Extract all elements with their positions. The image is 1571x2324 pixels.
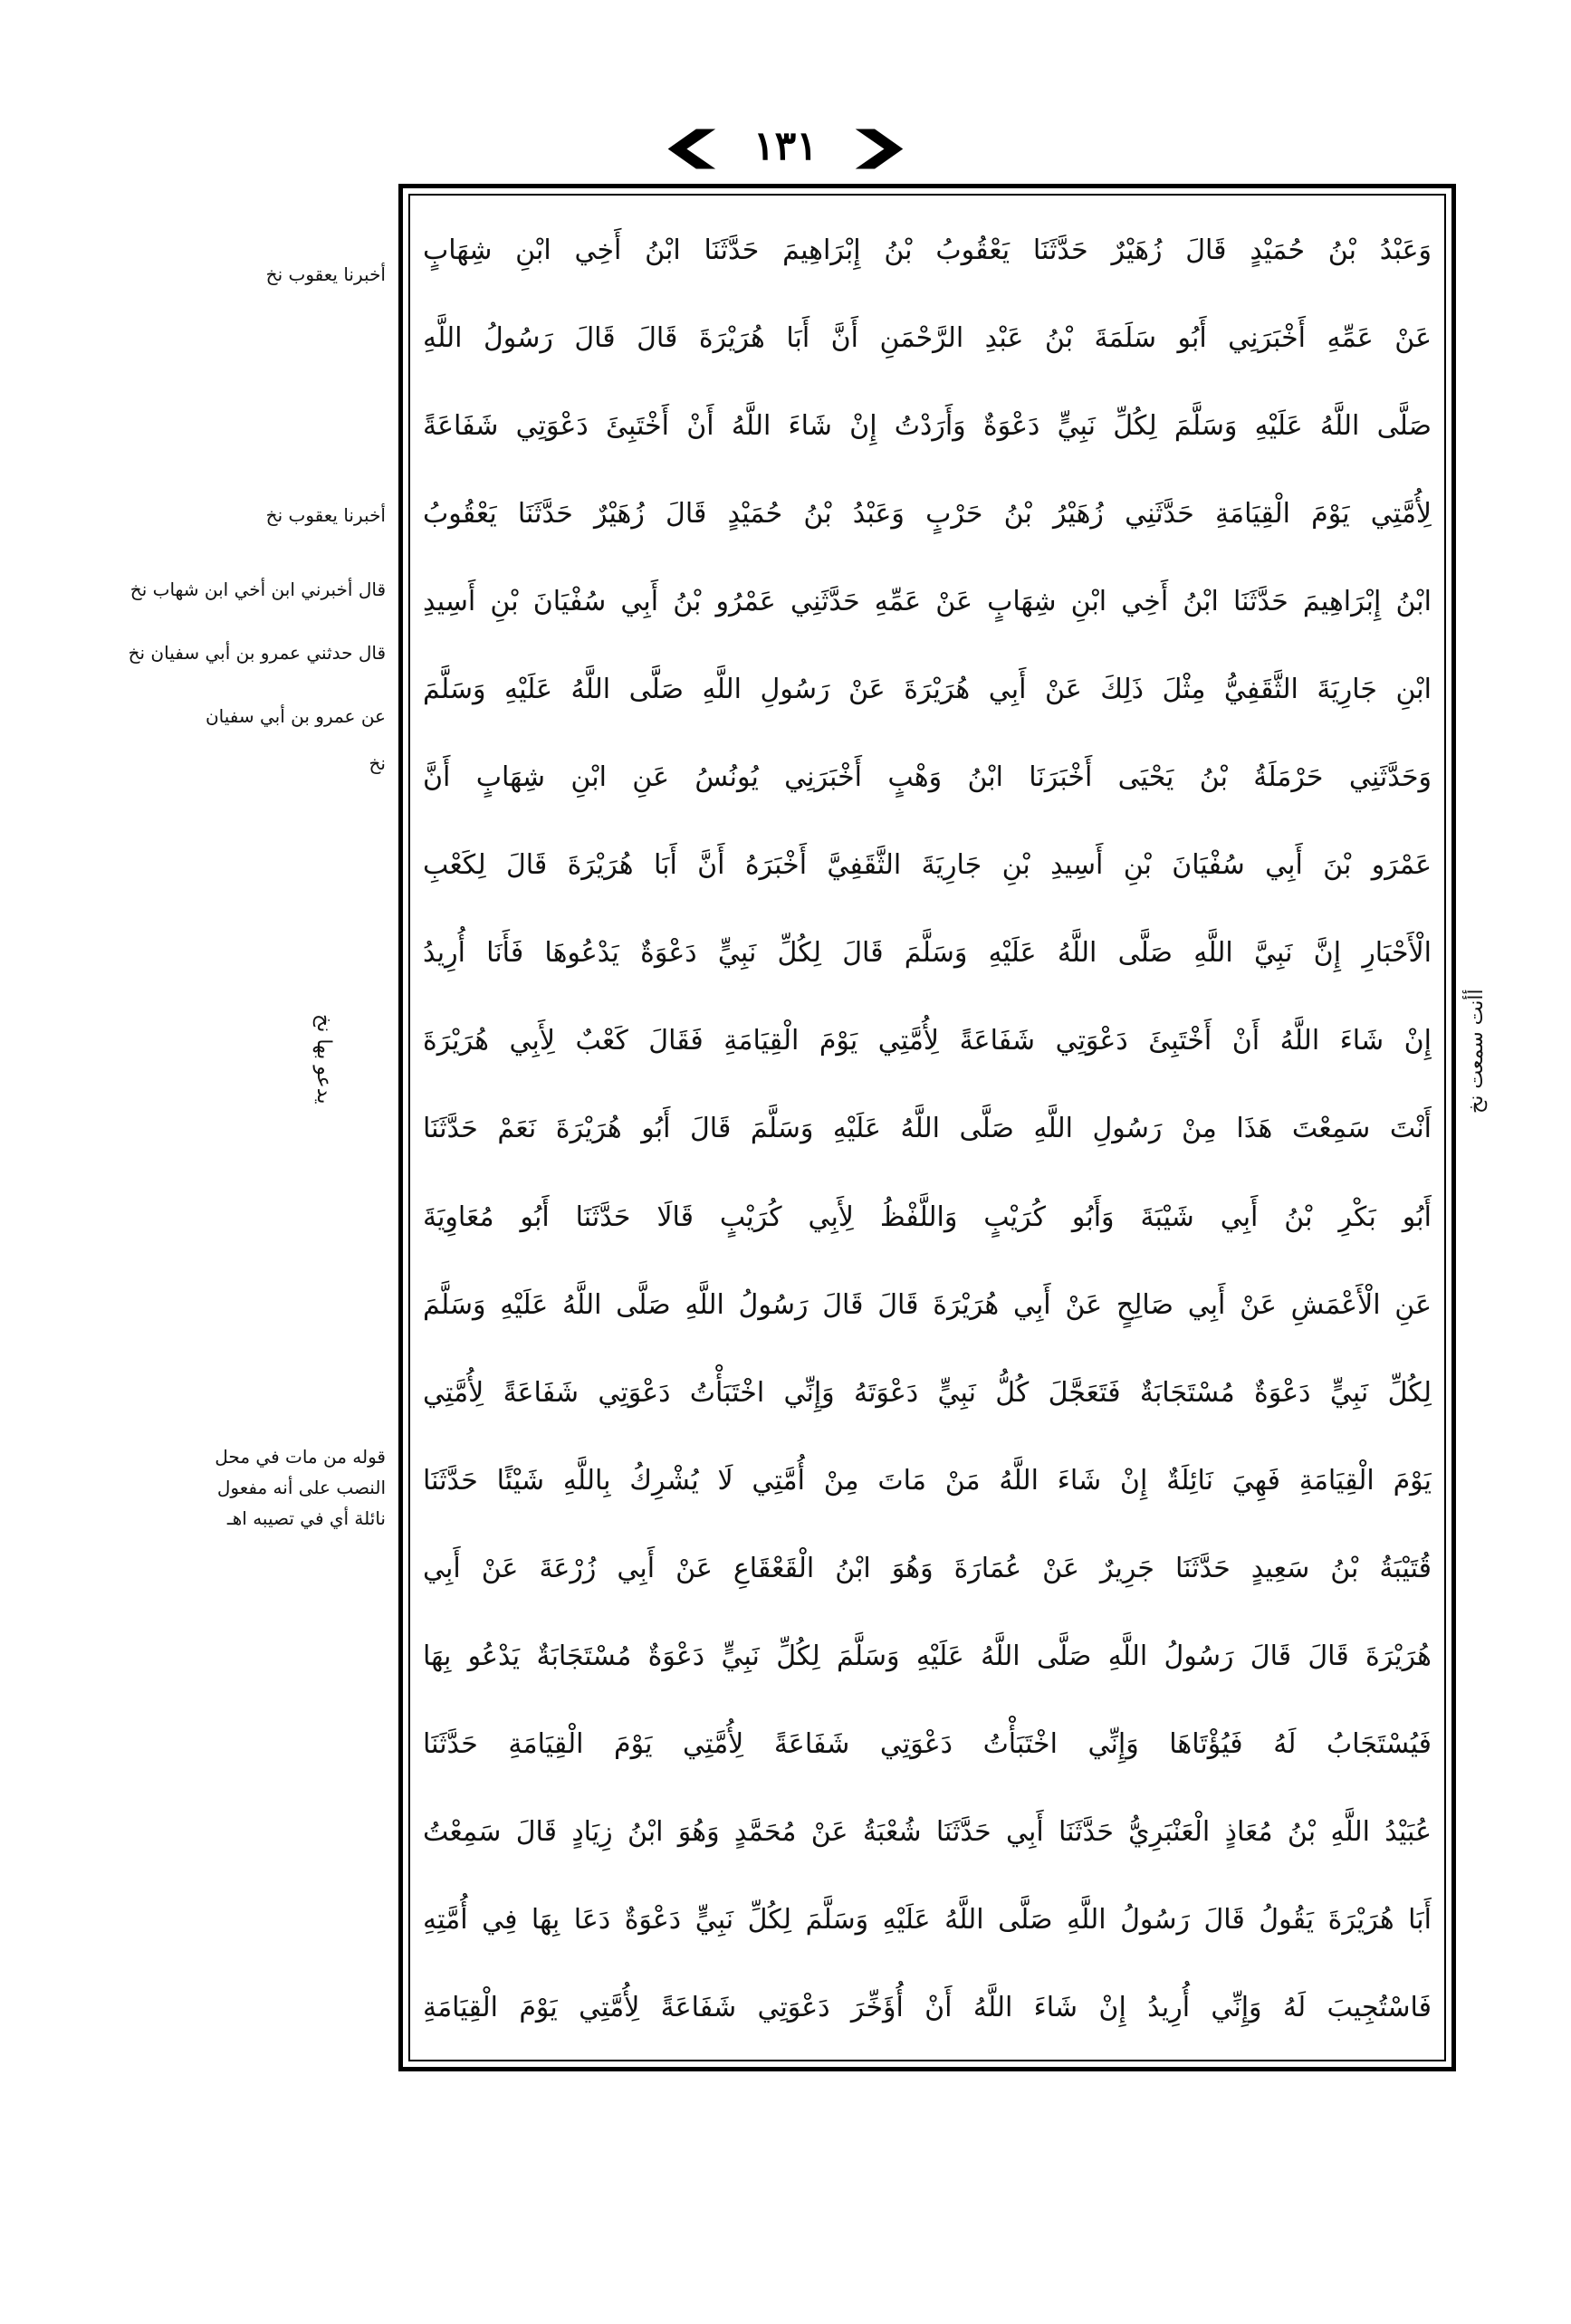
commentary-line: النصب على أنه مفعول [216,1477,386,1498]
text-line-21: فَاسْتُجِيبَ لَهُ وَإِنِّي أُرِيدُ إِنْ شَاءَ اللَّهُ أَنْ أُؤَخِّرَ دَعْوَتِي شَفَاعَةً لِأُمَّتِي يَوْمَ الْقِيَامَةِ [423,1991,1432,2023]
text-line-20: أَبَا هُرَيْرَةَ يَقُولُ قَالَ رَسُولُ اللَّهِ صَلَّى اللَّهُ عَلَيْهِ وَسَلَّمَ لِكُلِّ نَبِيٍّ دَعْوَةٌ دَعَا بِهَا فِي أُمَّتِهِ [423,1903,1432,1936]
margin-note-commentary [159,1441,386,1534]
text-line-3: صَلَّى اللَّهُ عَلَيْهِ وَسَلَّمَ لِكُلِّ نَبِيٍّ دَعْوَةٌ وَأَرَدْتُ إِنْ شَاءَ اللَّهُ أَنْ أَخْتَبِئَ دَعْوَتِي شَفَاعَةً [423,410,1432,443]
text-line-12: أَبُو بَكْرِ بْنُ أَبِي شَيْبَةَ وَأَبُو كُرَيْبٍ وَاللَّفْظُ لِأَبِي كُرَيْبٍ قَالَا حَدَّثَنَا أَبُو مُعَاوِيَةَ [423,1200,1432,1233]
text-line-14: لِكُلِّ نَبِيٍّ دَعْوَةٌ مُسْتَجَابَةٌ فَتَعَجَّلَ كُلُّ نَبِيٍّ دَعْوَتَهُ وَإِنِّي اخْتَبَأْتُ دَعْوَتِي شَفَاعَةً لِأُمَّتِي [423,1376,1432,1409]
margin-note: نخ [369,752,386,774]
commentary-line: نائلة أي في تصيبه اهـ [226,1507,386,1529]
page-number: ١٣١ [753,123,818,169]
margin-note: أخبرنا يعقوب نخ [265,504,386,526]
main-text-frame [398,184,1456,2071]
text-line-2: عَنْ عَمِّهِ أَخْبَرَنِي أَبُو سَلَمَةَ بْنُ عَبْدِ الرَّحْمَنِ أَنَّ أَبَا هُرَيْرَةَ قَالَ قَالَ رَسُولُ اللَّهِ [423,322,1432,355]
margin-note: قال أخبرني ابن أخي ابن شهاب نخ [129,579,386,600]
text-line-11: أَنْتَ سَمِعْتَ هَذَا مِنْ رَسُولِ اللَّهِ صَلَّى اللَّهُ عَلَيْهِ وَسَلَّمَ قَالَ أَبُو هُرَيْرَةَ نَعَمْ حَدَّثَنَا [423,1113,1432,1145]
text-line-17: هُرَيْرَةَ قَالَ قَالَ رَسُولُ اللَّهِ صَلَّى اللَّهُ عَلَيْهِ وَسَلَّمَ لِكُلِّ نَبِيٍّ دَعْوَةٌ مُسْتَجَابَةٌ يَدْعُو بِهَا [423,1640,1432,1672]
ornament-left-icon: ❮ [655,123,730,169]
text-line-16: قُتَيْبَةُ بْنُ سَعِيدٍ حَدَّثَنَا جَرِيرٌ عَنْ عُمَارَةَ وَهُوَ ابْنُ الْقَعْقَاعِ عَنْ أَبِي زُرْعَةَ عَنْ أَبِي [423,1552,1432,1584]
margin-note: عن عمرو بن أبي سفيان [205,705,386,727]
margin-note: قال حدثني عمرو بن أبي سفيان نخ [128,642,386,664]
main-text-block [423,208,1432,2051]
text-line-6: ابْنِ جَارِيَةَ الثَّقَفِيُّ مِثْلَ ذَلِكَ عَنْ أَبِي هُرَيْرَةَ عَنْ رَسُولِ اللَّهِ صَلَّى اللَّهُ عَلَيْهِ وَسَلَّمَ [423,674,1432,706]
text-line-15: يَوْمَ الْقِيَامَةِ فَهِيَ نَائِلَةٌ إِنْ شَاءَ اللَّهُ مَنْ مَاتَ مِنْ أُمَّتِي لَا يُشْرِكُ بِاللَّهِ شَيْئًا حَدَّثَنَا [423,1464,1432,1497]
margin-note: أخبرنا يعقوب نخ [265,263,386,285]
text-line-7: وَحَدَّثَنِي حَرْمَلَةُ بْنُ يَحْيَى أَخْبَرَنَا ابْنُ وَهْبٍ أَخْبَرَنِي يُونُسُ عَنِ ابْنِ شِهَابٍ أَنَّ [423,761,1432,794]
vertical-margin-note-left: يدعو بها نخ [312,1014,335,1105]
ornament-right-icon: ❯ [841,123,916,169]
text-line-13: عَنِ الْأَعْمَشِ عَنْ أَبِي صَالِحٍ عَنْ أَبِي هُرَيْرَةَ قَالَ قَالَ رَسُولُ اللَّهِ صَلَّى اللَّهُ عَلَيْهِ وَسَلَّمَ [423,1288,1432,1321]
text-line-4: لِأُمَّتِي يَوْمَ الْقِيَامَةِ حَدَّثَنِي زُهَيْرُ بْنُ حَرْبٍ وَعَبْدُ بْنُ حُمَيْدٍ قَالَ زُهَيْرٌ حَدَّثَنَا يَعْقُوبُ [423,498,1432,531]
text-line-19: عُبَيْدُ اللَّهِ بْنُ مُعَاذٍ الْعَنْبَرِيُّ حَدَّثَنَا أَبِي حَدَّثَنَا شُعْبَةُ عَنْ مُحَمَّدٍ وَهُوَ ابْنُ زِيَادٍ قَالَ سَمِعْتُ [423,1815,1432,1848]
page-header [0,123,1571,169]
text-line-5: ابْنُ إِبْرَاهِيمَ حَدَّثَنَا ابْنُ أَخِي ابْنِ شِهَابٍ عَنْ عَمِّهِ حَدَّثَنِي عَمْرُو بْنُ أَبِي سُفْيَانَ بْنِ أَسِيدِ [423,586,1432,618]
commentary-line: قوله من مات في محل [215,1446,386,1468]
text-line-10: إِنْ شَاءَ اللَّهُ أَنْ أَخْتَبِئَ دَعْوَتِي شَفَاعَةً لِأُمَّتِي يَوْمَ الْقِيَامَةِ فَقَالَ كَعْبٌ لِأَبِي هُرَيْرَةَ [423,1025,1432,1057]
text-line-18: فَيُسْتَجَابُ لَهُ فَيُؤْتَاهَا وَإِنِّي اخْتَبَأْتُ دَعْوَتِي شَفَاعَةً لِأُمَّتِي يَوْمَ الْقِيَامَةِ حَدَّثَنَا [423,1727,1432,1760]
text-line-9: الْأَحْبَارِ إِنَّ نَبِيَّ اللَّهِ صَلَّى اللَّهُ عَلَيْهِ وَسَلَّمَ قَالَ لِكُلِّ نَبِيٍّ دَعْوَةٌ يَدْعُوهَا فَأَنَا أُرِيدُ [423,937,1432,970]
text-line-8: عَمْرَو بْنَ أَبِي سُفْيَانَ بْنِ أَسِيدِ بْنِ جَارِيَةَ الثَّقَفِيَّ أَخْبَرَهُ أَنَّ أَبَا هُرَيْرَةَ قَالَ لِكَعْبِ [423,849,1432,882]
text-line-1: وَعَبْدُ بْنُ حُمَيْدٍ قَالَ زُهَيْرٌ حَدَّثَنَا يَعْقُوبُ بْنُ إِبْرَاهِيمَ حَدَّثَنَا ابْنُ أَخِي ابْنِ شِهَابٍ [423,234,1432,266]
vertical-margin-note-right: أأنت سمعت نخ [1465,989,1488,1114]
